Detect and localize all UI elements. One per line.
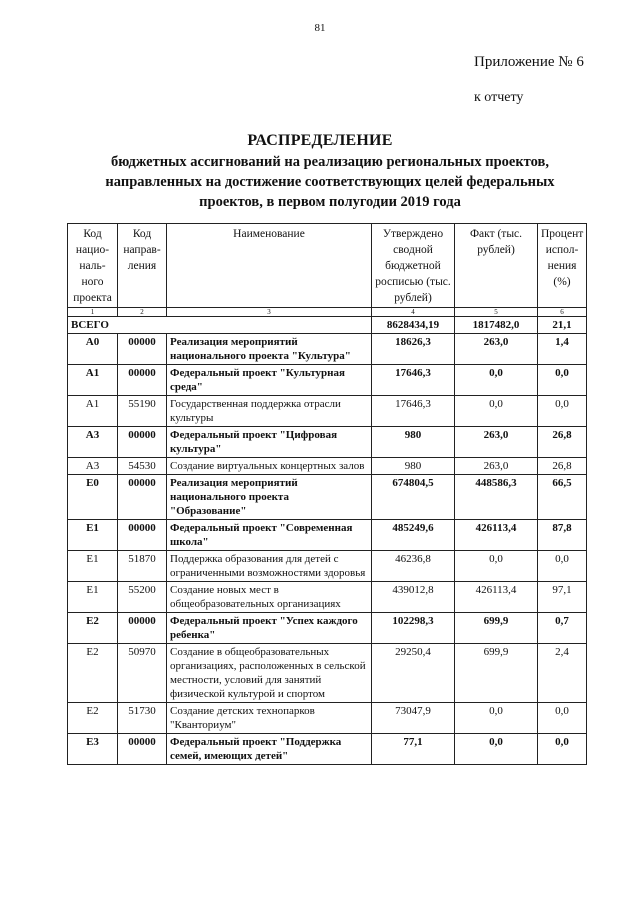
row-name: Реализация мероприятий национального проекта "Культура" [167, 334, 372, 365]
row-approved: 73047,9 [372, 703, 455, 734]
row-approved: 46236,8 [372, 551, 455, 582]
row-percent: 0,0 [538, 734, 587, 765]
row-direction-code: 00000 [118, 427, 167, 458]
budget-table [67, 223, 587, 765]
header-national-project-code: Код нацио-наль-ного проекта [68, 224, 118, 308]
row-national-project-code: А0 [68, 334, 118, 365]
total-percent: 21,1 [538, 317, 587, 334]
row-fact: 0,0 [455, 396, 538, 427]
row-name: Поддержка образования для детей с ограниченными возможностями здоровья [167, 551, 372, 582]
row-approved: 77,1 [372, 734, 455, 765]
row-percent: 97,1 [538, 582, 587, 613]
row-direction-code: 00000 [118, 365, 167, 396]
row-direction-code: 55200 [118, 582, 167, 613]
table-row [68, 613, 587, 644]
page-number: 81 [314, 22, 326, 34]
column-number: 2 [118, 308, 167, 317]
table-row [68, 551, 587, 582]
row-national-project-code: Е3 [68, 734, 118, 765]
total-fact: 1817482,0 [455, 317, 538, 334]
row-fact: 0,0 [455, 551, 538, 582]
table-row [68, 475, 587, 520]
row-name: Государственная поддержка отрасли культуры [167, 396, 372, 427]
row-fact: 426113,4 [455, 582, 538, 613]
row-percent: 0,0 [538, 703, 587, 734]
row-percent: 26,8 [538, 458, 587, 475]
row-fact: 263,0 [455, 458, 538, 475]
total-row [68, 317, 587, 334]
row-direction-code: 00000 [118, 613, 167, 644]
row-national-project-code: А3 [68, 458, 118, 475]
row-approved: 102298,3 [372, 613, 455, 644]
report-label: к отчету [474, 90, 524, 105]
row-national-project-code: Е2 [68, 703, 118, 734]
table-row [68, 703, 587, 734]
row-approved: 674804,5 [372, 475, 455, 520]
row-approved: 17646,3 [372, 396, 455, 427]
row-approved: 439012,8 [372, 582, 455, 613]
row-direction-code: 55190 [118, 396, 167, 427]
column-numbers-row [68, 308, 587, 317]
row-percent: 1,4 [538, 334, 587, 365]
row-national-project-code: Е2 [68, 613, 118, 644]
row-national-project-code: Е2 [68, 644, 118, 703]
row-national-project-code: А1 [68, 396, 118, 427]
row-name: Создание детских технопарков "Кванториум" [167, 703, 372, 734]
row-percent: 0,0 [538, 365, 587, 396]
table-row [68, 520, 587, 551]
document-subtitle: бюджетных ассигнований на реализацию региональных проектов, направленных на достижение соответствующих целей федеральных проектов, в первом полугодии 2019 года [105, 154, 555, 210]
column-number: 4 [372, 308, 455, 317]
row-name: Реализация мероприятий национального проекта "Образование" [167, 475, 372, 520]
row-fact: 426113,4 [455, 520, 538, 551]
row-direction-code: 00000 [118, 734, 167, 765]
row-fact: 263,0 [455, 334, 538, 365]
row-fact: 448586,3 [455, 475, 538, 520]
row-approved: 980 [372, 427, 455, 458]
row-name: Создание в общеобразовательных организациях, расположенных в сельской местности, условий для занятий физической культурой и спортом [167, 644, 372, 703]
table-row [68, 582, 587, 613]
row-name: Федеральный проект "Успех каждого ребенка" [167, 613, 372, 644]
row-percent: 0,0 [538, 396, 587, 427]
column-number: 3 [167, 308, 372, 317]
row-name: Федеральный проект "Поддержка семей, имеющих детей" [167, 734, 372, 765]
row-national-project-code: А1 [68, 365, 118, 396]
row-national-project-code: Е1 [68, 582, 118, 613]
table-row [68, 644, 587, 703]
header-approved: Утверждено сводной бюджетной росписью (тыс. рублей) [372, 224, 455, 308]
row-approved: 17646,3 [372, 365, 455, 396]
header-percent: Процент испол-нения (%) [538, 224, 587, 308]
row-fact: 699,9 [455, 613, 538, 644]
row-direction-code: 00000 [118, 475, 167, 520]
column-number: 6 [538, 308, 587, 317]
row-percent: 87,8 [538, 520, 587, 551]
document-title: РАСПРЕДЕЛЕНИЕ [247, 132, 393, 149]
row-national-project-code: Е1 [68, 520, 118, 551]
row-direction-code: 54530 [118, 458, 167, 475]
row-percent: 0,7 [538, 613, 587, 644]
row-fact: 699,9 [455, 644, 538, 703]
row-approved: 485249,6 [372, 520, 455, 551]
row-fact: 263,0 [455, 427, 538, 458]
row-approved: 980 [372, 458, 455, 475]
total-approved: 8628434,19 [372, 317, 455, 334]
table-header-row [68, 224, 587, 308]
appendix-label: Приложение № 6 [474, 54, 584, 70]
table-row [68, 334, 587, 365]
row-approved: 18626,3 [372, 334, 455, 365]
row-fact: 0,0 [455, 365, 538, 396]
row-percent: 66,5 [538, 475, 587, 520]
table-row [68, 365, 587, 396]
table-row [68, 396, 587, 427]
row-approved: 29250,4 [372, 644, 455, 703]
row-name: Создание виртуальных концертных залов [167, 458, 372, 475]
row-national-project-code: Е1 [68, 551, 118, 582]
row-name: Создание новых мест в общеобразовательных организациях [167, 582, 372, 613]
table-row [68, 427, 587, 458]
row-name: Федеральный проект "Цифровая культура" [167, 427, 372, 458]
row-direction-code: 00000 [118, 334, 167, 365]
row-percent: 26,8 [538, 427, 587, 458]
row-direction-code: 51870 [118, 551, 167, 582]
table-row [68, 458, 587, 475]
row-fact: 0,0 [455, 734, 538, 765]
row-name: Федеральный проект "Культурная среда" [167, 365, 372, 396]
row-national-project-code: А3 [68, 427, 118, 458]
row-national-project-code: Е0 [68, 475, 118, 520]
header-direction-code: Код направ-ления [118, 224, 167, 308]
row-fact: 0,0 [455, 703, 538, 734]
row-direction-code: 50970 [118, 644, 167, 703]
column-number: 1 [68, 308, 118, 317]
row-percent: 0,0 [538, 551, 587, 582]
header-name: Наименование [167, 224, 372, 308]
row-direction-code: 51730 [118, 703, 167, 734]
row-name: Федеральный проект "Современная школа" [167, 520, 372, 551]
table-row [68, 734, 587, 765]
row-percent: 2,4 [538, 644, 587, 703]
total-label: ВСЕГО [68, 317, 372, 334]
header-fact: Факт (тыс. рублей) [455, 224, 538, 308]
row-direction-code: 00000 [118, 520, 167, 551]
column-number: 5 [455, 308, 538, 317]
